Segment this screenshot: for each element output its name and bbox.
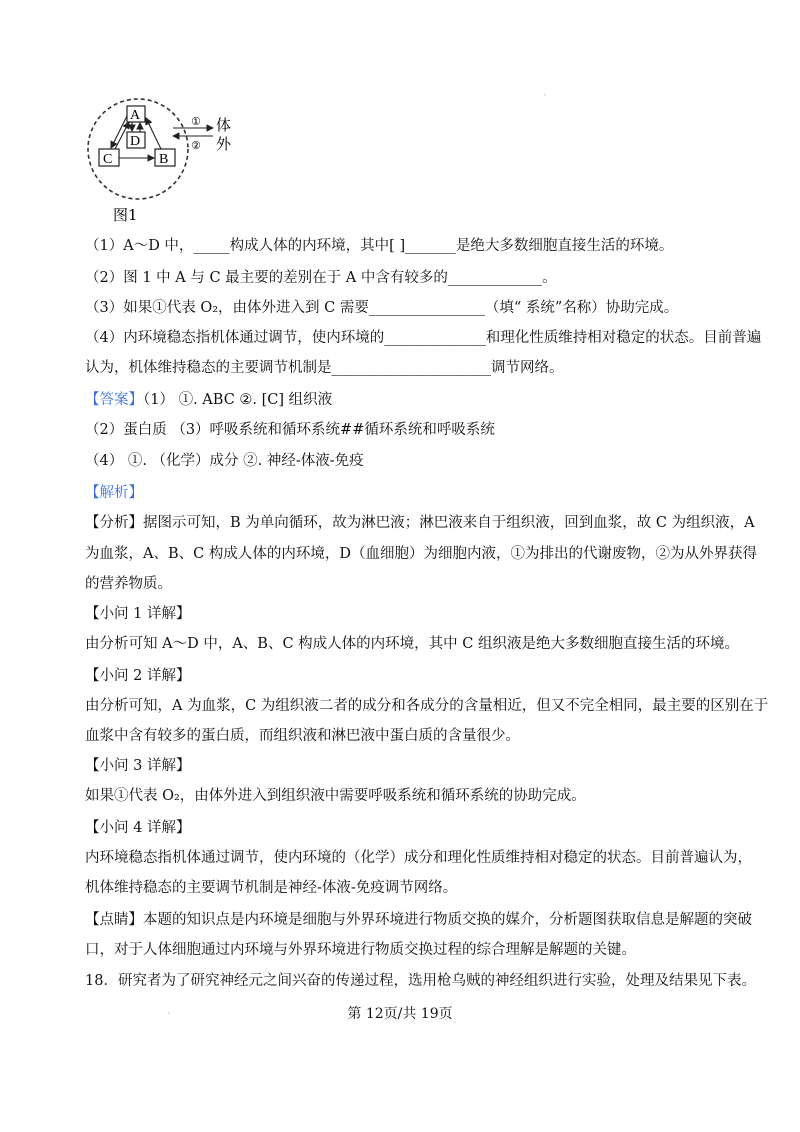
answer-line-2: （2）蛋白质 （3）呼吸系统和循环系统##循环系统和呼吸系统 — [85, 422, 495, 438]
label-outside-2: 外 — [216, 135, 232, 153]
q1-title: 【小问 1 详解】 — [85, 606, 191, 622]
q1-text: 由分析可知 A～D 中，A、B、C 构成人体的内环境，其中 C 组织液是绝大多数细胞直接生活的环境。 — [85, 636, 739, 652]
question-1: （1）A～D 中，_____构成人体的内环境，其中[ ]_______是绝大多数细胞直接生活的环境。 — [85, 238, 674, 254]
page-footer: 第 12页/共 19页 — [347, 1006, 453, 1022]
question-2: （2）图 1 中 A 与 C 最主要的差别在于 A 中含有较多的_____________。 — [85, 270, 557, 286]
q3-title: 【小问 3 详解】 — [85, 758, 191, 774]
label-C: C — [103, 152, 113, 167]
analysis-fenxi-3: 的营养物质。 — [85, 576, 172, 592]
analysis-fenxi-1: 【分析】据图示可知，B 为单向循环，故为淋巴液；淋巴液来自于组织液，回到血浆，故 C 为组织液，A — [85, 515, 755, 531]
q4-text-2: 机体维持稳态的主要调节机制是神经-体液-免疫调节网络。 — [85, 880, 458, 896]
label-D: D — [130, 134, 141, 149]
q2-title: 【小问 2 详解】 — [85, 668, 191, 684]
label-1: ① — [191, 115, 201, 128]
analysis-label: 【解析】 — [85, 485, 143, 501]
q4-text-1: 内环境稳态指机体通过调节，使内环境的（化学）成分和理化性质维持相对稳定的状态。目前普遍认为， — [85, 850, 752, 866]
question-3: （3）如果①代表 O₂，由体外进入到 C 需要________________（填“ 系统”名称）协助完成。 — [85, 300, 679, 316]
q4-title: 【小问 4 详解】 — [85, 820, 191, 836]
answer-label: 【答案】 — [85, 392, 143, 408]
arrow-A-C — [111, 116, 127, 148]
answer-text-1: （1） ①. ABC ②. [C] 组织液 — [143, 392, 333, 408]
figure-1-diagram — [85, 92, 255, 227]
question-4-line-2: 认为，机体维持稳态的主要调节机制是______________________调节网络。 — [85, 360, 564, 376]
label-A: A — [130, 108, 141, 123]
dianjing-2: 口，对于人体细胞通过内环境与外界环境进行物质交换过程的综合理解是解题的关键。 — [85, 942, 636, 958]
analysis-fenxi-2: 为血浆，A、B、C 构成人体的内环境，D（血细胞）为细胞内液，①为排出的代谢废物，②为从外界获得 — [85, 546, 757, 562]
q2-text-2: 血浆中含有较多的蛋白质，而组织液和淋巴液中蛋白质的含量很少。 — [85, 728, 520, 744]
label-outside-1: 体 — [216, 116, 232, 134]
arrow-B-A — [146, 118, 161, 149]
answer-line-1 — [85, 390, 332, 410]
figure-caption: 图1 — [113, 206, 138, 224]
scan-speck-2: ' — [168, 1012, 170, 1019]
q2-text-1: 由分析可知，A 为血浆，C 为组织液二者的成分和各成分的含量相近，但又不完全相同，最主要的区别在于 — [85, 698, 769, 714]
label-2: ② — [191, 139, 201, 152]
label-B: B — [159, 152, 169, 167]
answer-line-3: （4） ①. （化学）成分 ②. 神经-体液-免疫 — [85, 453, 364, 469]
question-4-line-1: （4）内环境稳态指机体通过调节，使内环境的______________和理化性质维持相对稳定的状态。目前普遍 — [85, 330, 762, 346]
scan-speck: ' — [544, 94, 546, 101]
question-18: 18．研究者为了研究神经元之间兴奋的传递过程，选用枪乌贼的神经组织进行实验，处理及结果见下表。 — [85, 973, 756, 989]
dianjing-1: 【点睛】本题的知识点是内环境是细胞与外界环境进行物质交换的媒介，分析题图获取信息是解题的突破 — [85, 912, 752, 928]
q3-text: 如果①代表 O₂，由体外进入到组织液中需要呼吸系统和循环系统的协助完成。 — [85, 788, 586, 804]
